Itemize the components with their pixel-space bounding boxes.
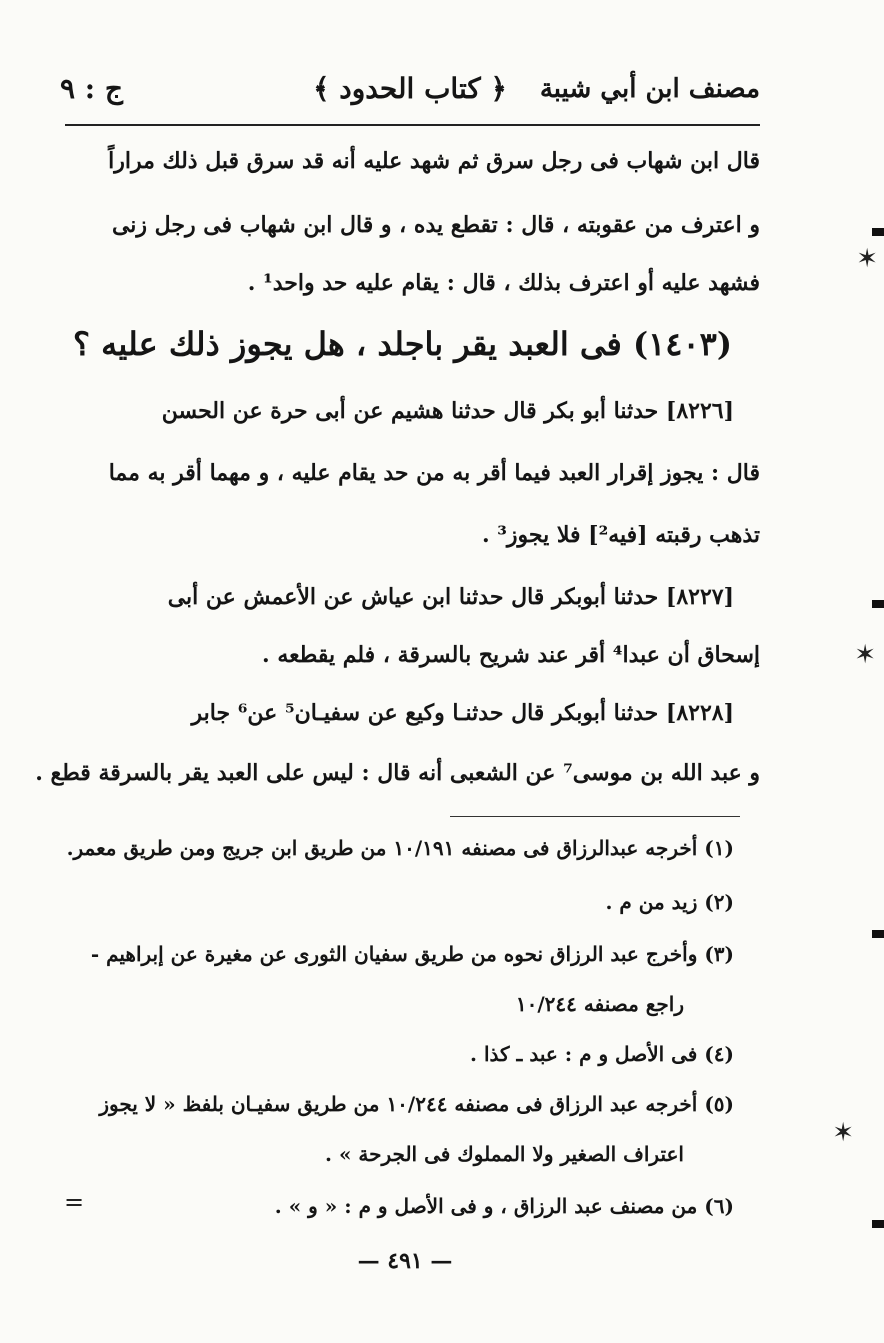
scan-mark: [872, 930, 884, 938]
volume-number: ج : ٩: [60, 72, 123, 105]
continuation-mark: =: [64, 1188, 85, 1216]
hadith-line: و عبد الله بن موسى⁷ عن الشعبى أنه قال : ليس على العبد يقر بالسرقة قطع .: [35, 760, 760, 786]
footnote: اعتراف الصغير ولا المملوك فى الجرحة » .: [325, 1142, 684, 1166]
scan-cross-icon: ✶: [854, 640, 876, 670]
text-line: قال ابن شهاب فى رجل سرق ثم شهد عليه أنه قد سرق قبل ذلك مراراً: [108, 148, 760, 174]
book-title: مصنف ابن أبي شيبة: [539, 74, 760, 104]
page-number: — ٤٩١ —: [357, 1248, 453, 1274]
footnote: (٥) أخرجه عبد الرزاق فى مصنفه ١٠/٢٤٤ من طريق سفيـان بلفظ « لا يجوز: [99, 1092, 734, 1116]
footnote-rule: [450, 816, 740, 817]
chapter-heading: (١٤٠٣) فى العبد يقر باجلد ، هل يجوز ذلك عليه ؟: [73, 325, 732, 363]
footnote: (٤) فى الأصل و م : عبد ـ كذا .: [470, 1042, 734, 1066]
scan-mark: [872, 228, 884, 236]
footnote: (١) أخرجه عبدالرزاق فى مصنفه ١٠/١٩١ من طريق ابن جريج ومن طريق معمر.: [66, 836, 734, 860]
text-line: فشهد عليه أو اعترف بذلك ، قال : يقام عليه حد واحد¹ .: [247, 270, 760, 296]
section-title: ﴿ كتاب الحدود ﴾: [313, 72, 507, 105]
page-header: [60, 70, 760, 118]
scan-mark: [872, 1220, 884, 1228]
footnote: (٦) من مصنف عبد الرزاق ، و فى الأصل و م : « و » .: [274, 1194, 734, 1218]
footnote: (٢) زيد من م .: [605, 890, 734, 914]
hadith-line: تذهب رقبته [فيه²] فلا يجوز³ .: [481, 522, 760, 548]
hadith-line: قال : يجوز إقرار العبد فيما أقر به من حد يقام عليه ، و مهما أقر به مما: [108, 460, 760, 486]
scan-cross-icon: ✶: [832, 1118, 854, 1148]
hadith-line: [٨٢٢٦] حدثنا أبو بكر قال حدثنا هشيم عن أبى حرة عن الحسن: [161, 398, 734, 424]
footnote: (٣) وأخرج عبد الرزاق نحوه من طريق سفيان الثورى عن مغيرة عن إبراهيم -: [90, 942, 734, 966]
footnote: راجع مصنفه ١٠/٢٤٤: [515, 992, 684, 1016]
hadith-line: [٨٢٢٧] حدثنا أبوبكر قال حدثنا ابن عياش عن الأعمش عن أبى: [167, 584, 734, 610]
header-rule: [65, 124, 760, 126]
scan-cross-icon: ✶: [856, 244, 878, 274]
hadith-line: إسحاق أن عبدا⁴ أقر عند شريح بالسرقة ، فلم يقطعه .: [262, 642, 760, 668]
hadith-line: [٨٢٢٨] حدثنا أبوبكر قال حدثنـا وكيع عن سفيـان⁵ عن⁶ جابر: [191, 700, 734, 726]
scan-mark: [872, 600, 884, 608]
text-line: و اعترف من عقوبته ، قال : تقطع يده ، و قال ابن شهاب فى رجل زنى: [111, 212, 760, 238]
